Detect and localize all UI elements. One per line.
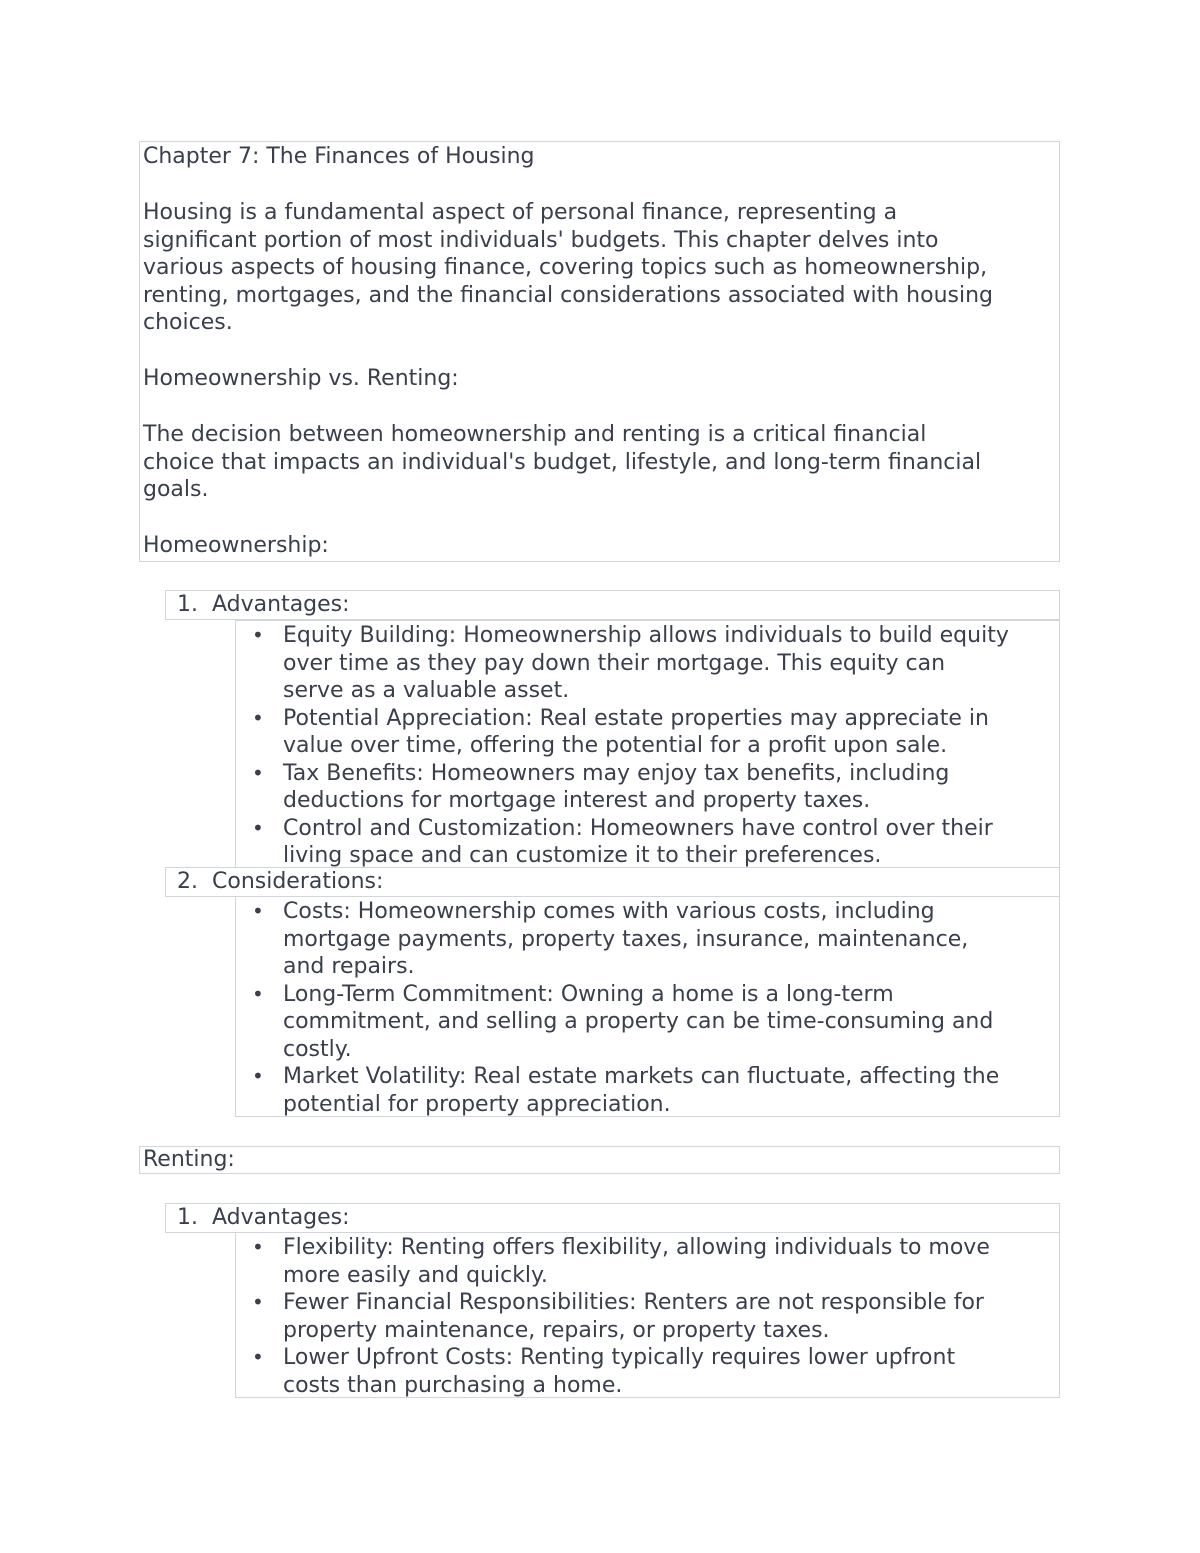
section-heading-homeownership: Homeownership: — [143, 533, 329, 558]
decision-paragraph-line: choice that impacts an individual's budget, lifestyle, and long-term financial — [143, 449, 982, 475]
bullet-icon: • — [252, 1290, 264, 1314]
bullet-icon: • — [252, 981, 264, 1006]
list-item-line: costly. — [283, 1036, 352, 1062]
list-item-line: costs than purchasing a home. — [283, 1372, 623, 1398]
list-item-line: Costs: Homeownership comes with various costs, including — [283, 899, 935, 924]
list-item-line: Potential Appreciation: Real estate properties may appreciate in — [283, 705, 989, 731]
list-item-line: over time as they pay down their mortgage. This equity can — [283, 650, 946, 676]
list-item — [236, 1063, 1059, 1118]
homeownership-advantages-heading — [165, 590, 1060, 620]
list-label: Considerations: — [212, 869, 384, 894]
intro-paragraph-line: Housing is a fundamental aspect of personal finance, representing a — [143, 200, 898, 225]
list-item-line: Long-Term Commitment: Owning a home is a long-term — [283, 981, 894, 1007]
renting-heading-text: Renting: — [143, 1147, 235, 1172]
list-item-line: deductions for mortgage interest and property taxes. — [283, 788, 871, 813]
homeownership-advantages-list — [235, 620, 1060, 868]
bullet-icon: • — [252, 760, 264, 785]
list-item-line: Control and Customization: Homeowners have control over their — [283, 815, 993, 841]
list-item — [236, 760, 1059, 815]
bullet-icon: • — [252, 1235, 264, 1259]
list-number: 2. — [177, 869, 198, 894]
list-label: Advantages: — [212, 1205, 350, 1230]
chapter-title: Chapter 7: The Finances of Housing — [143, 144, 535, 169]
list-item — [236, 815, 1059, 870]
list-item-line: Market Volatility: Real estate markets can fluctuate, affecting the — [283, 1064, 1000, 1089]
homeownership-considerations-list — [235, 896, 1060, 1117]
list-item — [236, 622, 1059, 705]
bullet-icon: • — [252, 815, 264, 840]
list-item — [236, 705, 1059, 760]
list-item-line: living space and can customize it to their preferences. — [283, 843, 882, 868]
section-heading-homeownership-vs-renting: Homeownership vs. Renting: — [143, 366, 459, 391]
list-number: 1. — [177, 592, 198, 617]
list-item-line: value over time, offering the potential for a profit upon sale. — [283, 733, 948, 758]
intro-paragraph-line: choices. — [143, 310, 233, 335]
list-item-line: and repairs. — [283, 954, 415, 979]
bullet-icon: • — [252, 899, 264, 923]
bullet-icon: • — [252, 1345, 264, 1369]
list-item-line: Flexibility: Renting offers flexibility, allowing individuals to move — [283, 1235, 990, 1260]
decision-paragraph-line: The decision between homeownership and renting is a critical financial — [143, 422, 927, 447]
bullet-icon: • — [252, 1064, 264, 1088]
list-item — [236, 981, 1059, 1064]
list-item — [236, 1234, 1059, 1289]
list-item-line: property maintenance, repairs, or property taxes. — [283, 1317, 830, 1343]
list-item-line: commitment, and selling a property can be time-consuming and — [283, 1009, 994, 1034]
bullet-icon: • — [252, 705, 264, 730]
bullet-icon: • — [252, 623, 264, 647]
list-item — [236, 1344, 1059, 1399]
list-number: 1. — [177, 1205, 198, 1230]
homeownership-considerations-heading — [165, 867, 1060, 897]
decision-paragraph-line: goals. — [143, 477, 209, 502]
list-item-line: potential for property appreciation. — [283, 1091, 671, 1117]
list-item-line: mortgage payments, property taxes, insurance, maintenance, — [283, 926, 969, 952]
list-item-line: Tax Benefits: Homeowners may enjoy tax benefits, including — [283, 760, 950, 786]
list-item — [236, 1289, 1059, 1344]
list-item-line: serve as a valuable asset. — [283, 678, 570, 703]
intro-paragraph-line: renting, mortgages, and the financial considerations associated with housing — [143, 282, 993, 308]
list-item-line: Lower Upfront Costs: Renting typically requires lower upfront — [283, 1345, 956, 1370]
list-label: Advantages: — [212, 592, 350, 617]
list-item-line: more easily and quickly. — [283, 1262, 548, 1288]
list-item-line: Fewer Financial Responsibilities: Renters are not responsible for — [283, 1290, 984, 1315]
section-heading-renting — [139, 1146, 1060, 1174]
renting-advantages-list — [235, 1232, 1060, 1398]
intro-section — [139, 141, 1060, 562]
list-item-line: Equity Building: Homeownership allows individuals to build equity — [283, 623, 1009, 648]
intro-paragraph-line: various aspects of housing finance, covering topics such as homeownership, — [143, 255, 988, 280]
list-item — [236, 898, 1059, 981]
intro-paragraph-line: significant portion of most individuals' budgets. This chapter delves into — [143, 227, 939, 253]
renting-advantages-heading — [165, 1203, 1060, 1233]
